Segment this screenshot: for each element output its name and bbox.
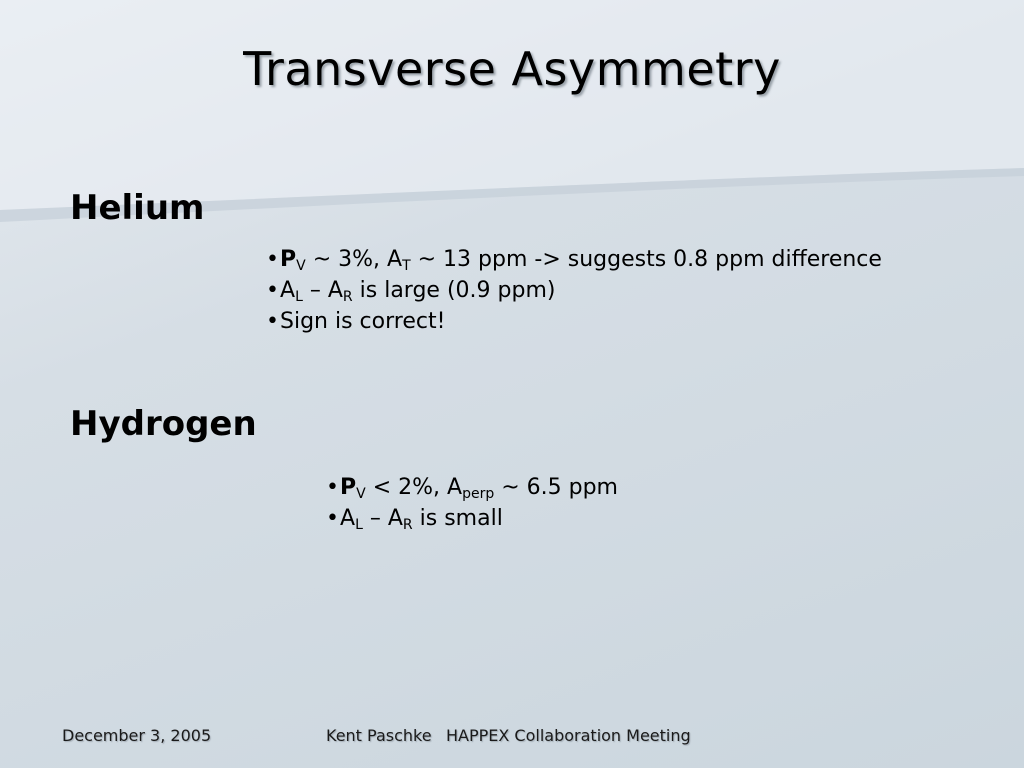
slide-title: Transverse Asymmetry <box>243 42 781 96</box>
list-item <box>326 472 618 503</box>
footer-date: December 3, 2005 <box>62 726 212 745</box>
bullet-icon: • <box>266 309 279 334</box>
bullet-text: < 2%, A <box>365 475 463 500</box>
bullet-icon: • <box>266 278 279 303</box>
bullet-icon: • <box>326 506 339 531</box>
list-item <box>266 275 882 306</box>
list-item <box>326 503 618 534</box>
subscript: V <box>296 258 306 274</box>
subscript: R <box>402 517 413 533</box>
subscript: T <box>402 258 411 274</box>
subscript: L <box>295 289 303 305</box>
bullet-icon: • <box>326 475 339 500</box>
bullet-text: is small <box>412 506 503 531</box>
bullet-text: – A <box>362 506 403 531</box>
bullet-text: ~ 3%, A <box>305 247 403 272</box>
hydrogen-bullet-list <box>326 472 618 534</box>
bullet-text: – A <box>302 278 343 303</box>
polarization-symbol: P <box>280 247 297 272</box>
polarization-symbol: P <box>340 475 357 500</box>
bullet-text: ~ 6.5 ppm <box>494 475 618 500</box>
subscript: R <box>342 289 353 305</box>
helium-heading: Helium <box>70 188 205 228</box>
subscript: L <box>355 517 363 533</box>
bullet-text: A <box>340 506 356 531</box>
subscript: perp <box>462 486 495 502</box>
subscript: V <box>356 486 366 502</box>
bullet-text: is large (0.9 ppm) <box>352 278 556 303</box>
list-item <box>266 306 882 337</box>
bullet-text: A <box>280 278 296 303</box>
footer-author: Kent Paschke <box>326 726 432 745</box>
list-item <box>266 244 882 275</box>
bullet-icon: • <box>266 247 279 272</box>
footer-event: HAPPEX Collaboration Meeting <box>446 726 691 745</box>
bullet-text: ~ 13 ppm -> suggests 0.8 ppm difference <box>410 247 882 272</box>
bullet-text: Sign is correct! <box>280 309 446 334</box>
helium-bullet-list <box>266 244 882 337</box>
hydrogen-heading: Hydrogen <box>70 404 257 444</box>
